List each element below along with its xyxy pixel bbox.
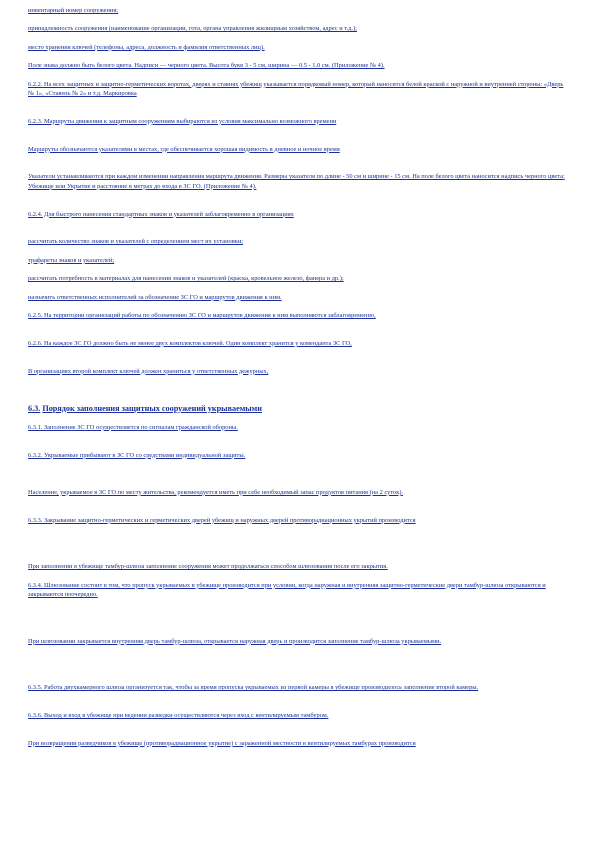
section-heading-number: 6.3. (28, 403, 41, 413)
paragraph-p13: назначить ответственных исполнителей за обозначение ЗС ГО и маршрутов движения к ним. (28, 293, 282, 301)
paragraph-p11: трафареты знаков и указателей; (28, 256, 115, 264)
paragraph-p27: При возвращении разведчиков в убежище (противорадиационное укрытие) с зараженной местности в вентилируемых тамбурах производится (28, 739, 416, 747)
paragraph-p2: принадлежность сооружения (наименование организации, гота, органа управления жилищным хозяйством, адрес и т.д.); (28, 25, 357, 33)
paragraph-p12: рассчитать потребность в материалах для нанесения знаков и указателей (краска, кровельное железо, фанера и др.); (28, 275, 344, 283)
section-heading (28, 404, 567, 414)
document-body (28, 6, 567, 758)
paragraph-p1: инвентарный номер сооружения; (28, 7, 119, 14)
paragraph-p6: 6.2.3. Маршруты движения к защитным сооружениям выбираются из условия максимально возможного времени (28, 117, 337, 125)
paragraph-p5: 6.2.2. На всех защитных и защитно-герметических воротах, дверях и ставнях убежищ указывается порядковый номер, который наносится белой краской с наружной и внутренней стороны: «Дверь № 1», «Ставень № 2» и т.д. Маркировка (28, 80, 564, 98)
paragraph-p9: 6.2.4. Для быстрого нанесения стандартных знаков и указателей заблаговременно в организациях (28, 210, 294, 218)
paragraph-p4: Поле знака должно быть белого цвета. Надписи — черного цвета. Высота букв 3 - 5 см, ширина — 0.5 - 1.0 см. (Приложение № 4). (28, 62, 385, 70)
paragraph-p24: При шлюзовании закрывается внутренняя дверь тамбур-шлюза, открывается наружная дверь и производится заполнение тамбур-шлюза укрываемыми. (28, 637, 442, 645)
paragraph-p25: 6.3.5. Работа двухкамерного шлюза организуется так, чтобы за время пропуска укрываемых из первой камеры в убежище производилось заполнение второй камеры. (28, 684, 479, 692)
paragraph-p26: 6.3.6. Выход и вход в убежище при ведении разведки осуществляются через вход с вентилируемым тамбуром. (28, 711, 329, 719)
paragraph-p3: место хранения ключей (телефоны, адреса, должность и фамилия ответственных лиц). (28, 43, 265, 51)
paragraph-p14: 6.2.5. На территории организаций работы по обозначению ЗС ГО и маршрутов движения к ним выполняются заблаговременно, (28, 312, 376, 320)
paragraph-p16: В организациях второй комплект ключей должен храниться у ответственных дежурных, (28, 367, 269, 375)
paragraph-p23: 6.3.4. Шлюзование состоит в том, что пропуск укрываемых в убежище производится при условии, когда наружная и внутренняя защитно-герметические двери тамбур-шлюза открываются и закрываются поочередно. (28, 581, 546, 598)
paragraph-p18: 6.3.1. Заполнение ЗС ГО осуществляется по сигналам гражданской обороны. (28, 423, 238, 431)
paragraph-p22: При заполнении в убежище тамбур-шлюза заполнение сооружения может продолжаться способом шлюзования после его закрытия. (28, 563, 388, 571)
paragraph-p20: Население, укрываемое в ЗС ГО по месту жительства, рекомендуется иметь при себе необходимый запас продуктов питания (на 2 суток). (28, 488, 404, 496)
paragraph-p7: Маршруты обозначаются указателями в местах, где обеспечивается хорошая видимость в дневное и ночное время (28, 145, 340, 153)
paragraph-p21: 6.3.3. Закрывание защитно-герметических и герметических дверей убежищ и наружных дверей противорадиационных укрытий производится (28, 516, 416, 524)
paragraph-p19: 6.3.2. Укрываемые прибывают в ЗС ГО со средствами индивидуальной защиты. (28, 451, 246, 459)
paragraph-p15: 6.2.6. На каждое ЗС ГО должно быть не менее двух комплектов ключей. Один комплект хранится у коменданта ЗС ГО, (28, 339, 352, 347)
paragraph-p10: рассчитать количество знаков и указателей с определением мест их установки; (28, 238, 244, 246)
paragraph-p8: Указатели устанавливаются при каждом изменении направления маршрута движения. Размеры указателя по длине - 50 см и ширине - 15 см. На поле белого цвета наносится надпись черного цвета: Убежище или Укрытие и расстояние в метрах до входа в ЗС ГО. (Приложение № 4). (28, 173, 565, 190)
section-heading-title: Порядок заполнения защитных сооружений укрываемыми (42, 403, 262, 413)
